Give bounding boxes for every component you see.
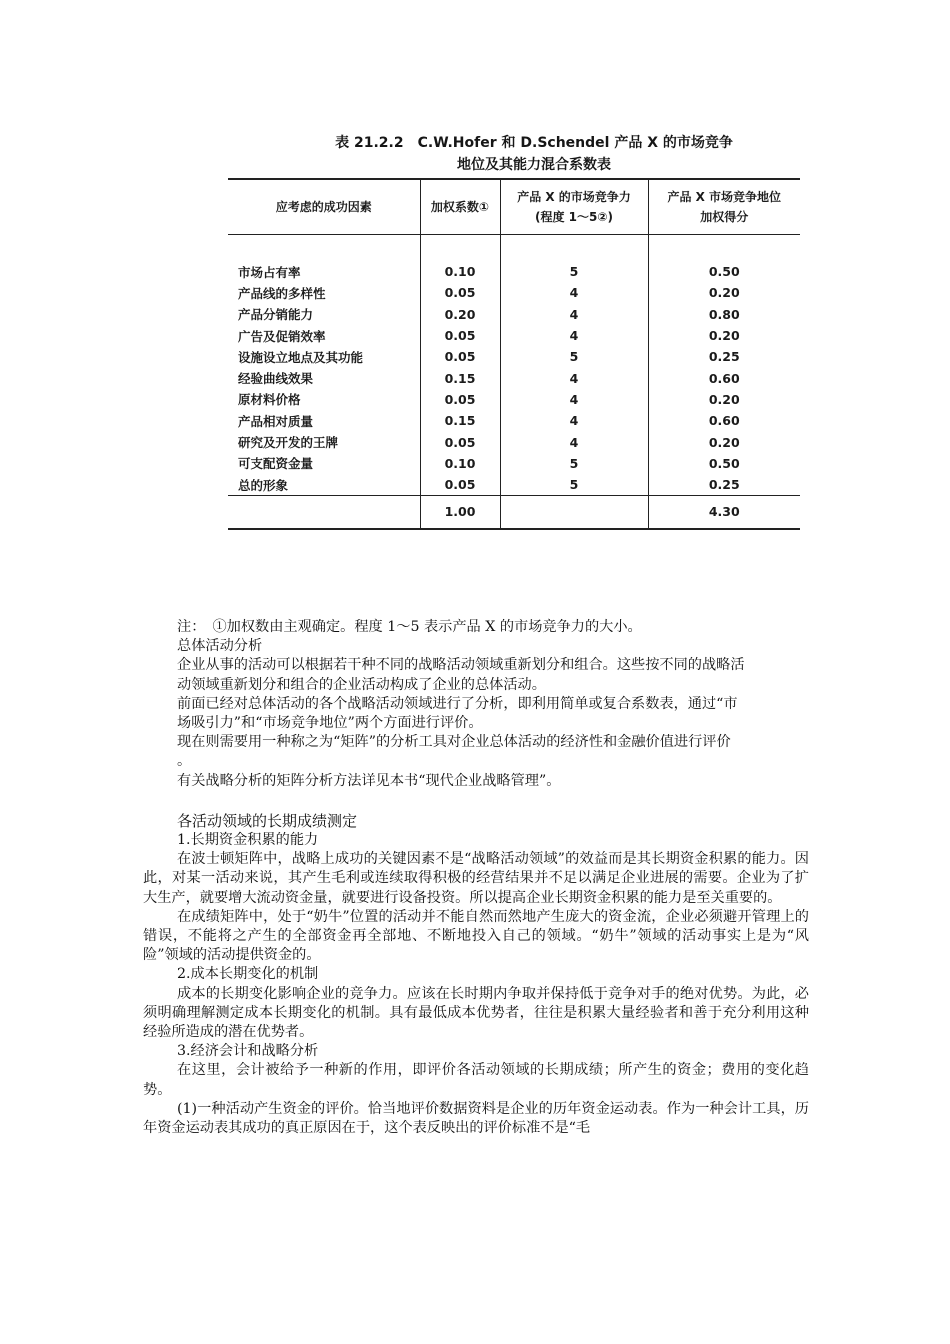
weight-cell: 0.05	[420, 431, 500, 452]
spacer	[143, 791, 809, 810]
score-cell: 0.20	[708, 285, 740, 301]
score-cell: 0.20	[708, 434, 740, 450]
competition-score-table	[228, 178, 800, 530]
paragraph-continuation: 动领域重新划分和组合的企业活动构成了企业的总体活动。	[177, 676, 546, 693]
weight-cell: 0.10	[420, 235, 500, 283]
table-row	[228, 235, 800, 283]
factor-cell: 产品分销能力	[228, 304, 420, 325]
score-cell: 0.20	[708, 328, 740, 344]
table-caption	[228, 132, 800, 176]
score-cell: 0.60	[708, 370, 740, 386]
body-text	[143, 618, 809, 1138]
strength-cell: 5	[500, 346, 648, 367]
paragraph-continuation: 。	[177, 753, 192, 770]
paragraph: 成本的长期变化影响企业的竞争力。应该在长时期内争取并保持低于竞争对手的绝对优势。为此，必须明确理解测定成本长期变化的机制。具有最低成本优势者，往往是积累大量经验者和善于充分利用这种经验所造成的潜在优势者。	[143, 985, 809, 1041]
table-row	[228, 282, 800, 303]
paragraph: (1)一种活动产生资金的评价。恰当地评价数据资料是企业的历年资金运动表。作为一种会计工具，历年资金运动表其成功的真正原因在于，这个表反映出的评价标准不是“毛	[143, 1100, 809, 1137]
table-caption-line2: 地位及其能力混合系数表	[457, 157, 611, 173]
paragraph: 现在则需要用一种称之为“矩阵”的分析工具对企业总体活动的经济性和金融价值进行评价	[177, 734, 731, 751]
strength-cell: 4	[500, 282, 648, 303]
score-cell: 0.25	[708, 349, 740, 365]
factor-cell: 广告及促销效率	[228, 325, 420, 346]
header-strength-line2: (程度 1～5②)	[534, 210, 613, 224]
total-label-cell	[228, 496, 420, 530]
table-note: 注： ①加权数由主观确定。程度 1～5 表示产品 X 的市场竞争力的大小。	[177, 619, 642, 635]
header-weight: 加权系数①	[420, 179, 500, 235]
weight-cell: 0.05	[420, 346, 500, 367]
table-row	[228, 367, 800, 388]
weight-cell: 0.10	[420, 453, 500, 474]
strength-cell: 5	[500, 453, 648, 474]
table-row	[228, 325, 800, 346]
table-row	[228, 410, 800, 431]
paragraph: 在这里，会计被给予一种新的作用，即评价各活动领域的长期成绩；所产生的资金；费用的变化趋势。	[143, 1062, 809, 1098]
weight-cell: 0.05	[420, 325, 500, 346]
table-row	[228, 389, 800, 410]
overall-heading: 总体活动分析	[177, 638, 263, 655]
table-header-row	[228, 179, 800, 235]
weight-cell: 0.15	[420, 367, 500, 388]
paragraph-continuation: 场吸引力”和“市场竞争地位”两个方面进行评价。	[177, 715, 483, 732]
total-strength-cell	[500, 496, 648, 530]
factor-cell: 市场占有率	[228, 235, 420, 283]
table-row	[228, 304, 800, 325]
strength-cell: 5	[500, 235, 648, 283]
factor-cell: 经验曲线效果	[228, 367, 420, 388]
table-row	[228, 431, 800, 452]
factor-cell: 产品线的多样性	[228, 282, 420, 303]
weight-cell: 0.05	[420, 474, 500, 496]
table-total-row	[228, 496, 800, 530]
strength-cell: 4	[500, 304, 648, 325]
header-score-line1: 产品 X 市场竞争地位	[667, 190, 782, 204]
strength-cell: 4	[500, 431, 648, 452]
weight-cell: 0.05	[420, 282, 500, 303]
subheading: 3.经济会计和战略分析	[177, 1043, 319, 1060]
header-score-line2: 加权得分	[700, 210, 749, 224]
section-title: 各活动领域的长期成绩测定	[177, 811, 358, 830]
weight-cell: 0.05	[420, 389, 500, 410]
table-row	[228, 346, 800, 367]
paragraph: 有关战略分析的矩阵分析方法详见本书“现代企业战略管理”。	[177, 772, 561, 789]
subheading: 2.成本长期变化的机制	[177, 966, 319, 983]
factor-cell: 总的形象	[228, 474, 420, 496]
header-strength	[500, 179, 648, 235]
table-caption-line1: 表 21.2.2 C.W.Hofer 和 D.Schendel 产品 X 的市场竞争	[335, 135, 733, 151]
strength-cell: 4	[500, 410, 648, 431]
table-row	[228, 474, 800, 496]
weight-cell: 0.15	[420, 410, 500, 431]
table-figure	[228, 132, 800, 519]
paragraph: 前面已经对总体活动的各个战略活动领域进行了分析，即利用简单或复合系数表，通过“市	[177, 695, 738, 712]
strength-cell: 4	[500, 389, 648, 410]
total-score-cell: 4.30	[648, 496, 800, 530]
factor-cell: 可支配资金量	[228, 453, 420, 474]
table-row	[228, 453, 800, 474]
header-score	[648, 179, 800, 235]
score-cell: 0.50	[708, 455, 740, 471]
score-cell: 0.20	[708, 391, 740, 407]
paragraph: 在波士顿矩阵中，战略上成功的关键因素不是“战略活动领域”的效益而是其长期资金积累的能力。因此，对某一活动来说，其产生毛利或连续取得积极的经营结果并不足以满足企业进展的需要。企业为了扩大生产，就要增大流动资金量，就要进行设备投资。所以提高企业长期资金积累的能力是至关重要的。	[143, 851, 809, 906]
header-factor: 应考虑的成功因素	[228, 179, 420, 235]
paragraph: 在成绩矩阵中，处于“奶牛”位置的活动并不能自然而然地产生庞大的资金流，企业必须避开管理上的错误，不能将之产生的全部资金再全部地、不断地投入自己的领域。“奶牛”领域的活动事实上是为“风险”领域的活动提供资金的。	[143, 908, 809, 964]
factor-cell: 原材料价格	[228, 389, 420, 410]
paragraph: 企业从事的活动可以根据若干种不同的战略活动领域重新划分和组合。这些按不同的战略活	[177, 657, 745, 674]
score-cell: 0.60	[708, 413, 740, 429]
weight-cell: 0.20	[420, 304, 500, 325]
score-cell: 0.25	[708, 477, 740, 493]
subheading: 1.长期资金积累的能力	[177, 832, 319, 849]
factor-cell: 产品相对质量	[228, 410, 420, 431]
strength-cell: 5	[500, 474, 648, 496]
total-weight-cell: 1.00	[420, 496, 500, 530]
score-cell: 0.80	[708, 306, 740, 322]
strength-cell: 4	[500, 325, 648, 346]
strength-cell: 4	[500, 367, 648, 388]
header-strength-line1: 产品 X 的市场竞争力	[517, 190, 631, 204]
score-cell: 0.50	[708, 264, 740, 280]
factor-cell: 设施设立地点及其功能	[228, 346, 420, 367]
factor-cell: 研究及开发的王牌	[228, 431, 420, 452]
